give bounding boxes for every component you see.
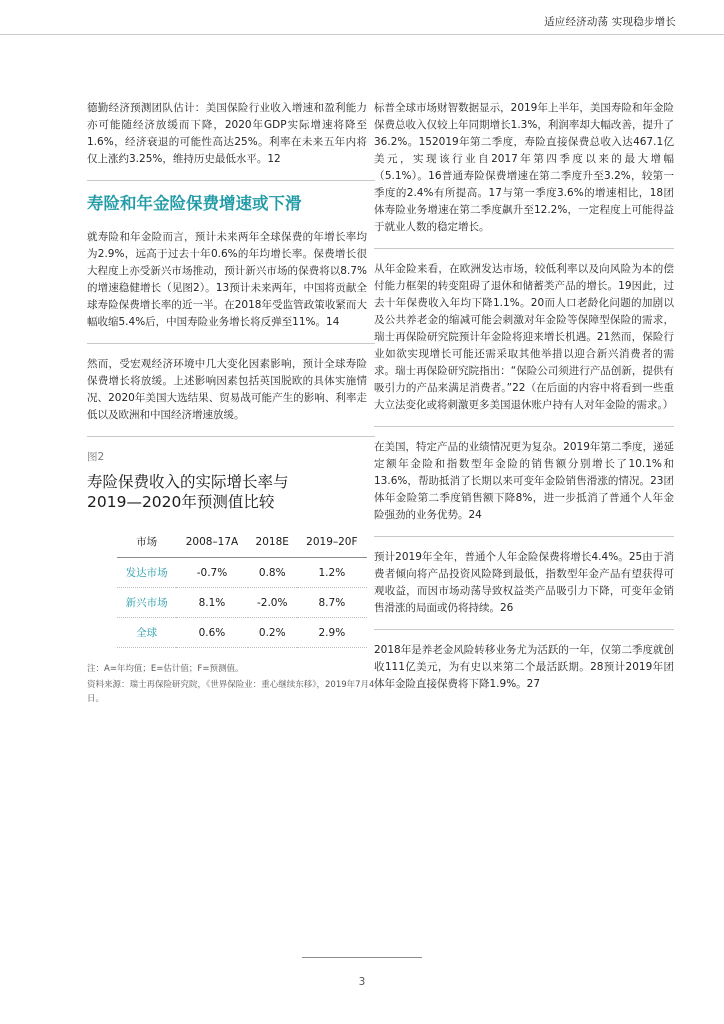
figure-note: 注：A=年均值；E=估计值；F=预测值。 [87,664,244,674]
value-2019-20f: 8.7% [297,588,367,618]
value-2018e: -2.0% [248,588,297,618]
table-header-row [117,526,367,558]
figure-source: 资料来源：瑞士再保险研究院，《世界保险业：重心继续东移》，2019年7月4日。 [87,680,375,704]
paragraph-annuity-europe: 从年金险来看，在欧洲发达市场，较低利率以及向风险为本的偿付能力框架的转变阻碍了退休和储蓄类产品的增长。19因此，过去十年保费收入年均下降1.1%。20而人口老龄化问题的加剧以及公共养老金的缩减可能会刺激对年金险等保障型保险的需求，瑞士再保险研究院预计年金险将迎来增长机遇。21然而，保险行业如欲实现增长可能还需采取其他举措以迎合新兴消费者的需求。瑞士再保险研究院指出：“保险公司须进行产品创新，提供有吸引力的产品来满足消费者。”22（在后面的内容中将看到一些重大立法变化或将刺激更多美国退休账户持有人对年金险的需求。） [374,263,674,411]
paragraph-divider [374,536,674,537]
paragraph-divider [87,343,375,344]
paragraph-divider [374,426,674,427]
table-row [117,558,367,588]
paragraph-slowdown-factors: 然而，受宏观经济环境中几大变化因素影响，预计全球寿险保费增长将放缓。上述影响因素包括英国脱欧的具体实施情况、2020年美国大选结果、贸易战可能产生的影响、利率走低以及欧洲和中国经济增速放缓。 [87,358,367,421]
column-header-2008-17a: 2008–17A [176,526,248,558]
figure-title-line-2: 2019—2020年预测值比较 [87,493,275,511]
market-name: 发达市场 [117,558,176,588]
value-2008-17a: 8.1% [176,588,248,618]
value-2008-17a: 0.6% [176,618,248,648]
right-column [374,100,674,705]
value-2019-20f: 1.2% [297,558,367,588]
column-header-2019-20f: 2019–20F [297,526,367,558]
value-2019-20f: 2.9% [297,618,367,648]
figure-label: 图2 [87,451,105,463]
paragraph-us-products: 在美国，特定产品的业绩情况更为复杂。2019年第二季度，递延定额年金险和指数型年金险的销售额分别增长了10.1%和13.6%，帮助抵消了长期以来可变年金险销售滑涨的情况。23团体年金险第二季度销售额下降8%，进一步抵消了普通个人年金险强劲的业务优势。24 [374,441,674,521]
section-divider [87,180,375,181]
running-header-title: 适应经济动荡 实现稳步增长 [544,16,676,28]
footer-divider [302,957,422,958]
figure-divider [87,436,375,437]
paragraph-divider [374,248,674,249]
value-2018e: 0.2% [248,618,297,648]
column-header-2018e: 2018E [248,526,297,558]
table-row [117,618,367,648]
page-number: 3 [358,976,366,988]
paragraph-premium-growth: 就寿险和年金险而言，预计未来两年全球保费的年增长率均为2.9%，远高于过去十年0.6%的年均增长率。保费增长很大程度上亦受新兴市场推动，预计新兴市场的保费将以8.7%的增速稳健增长（见图2）。13预计未来两年，中国将贡献全球寿险保费增长率的近一半。在2018年受监管政策收紧而大幅收缩5.4%后，中国寿险业务增长将反弹至11%。14 [87,231,367,328]
figure-title-line-1: 寿险保费收入的实际增长率与 [87,473,289,491]
paragraph-divider [374,629,674,630]
paragraph-annuity-forecast: 预计2019年全年，普通个人年金险保费将增长4.4%。25由于消费者倾向将产品投资风险降到最低，指数型年金产品有望获得可观收益，而因市场动荡导致权益类产品吸引力下降，可变年金销售滑涨的局面或仍将持续。26 [374,551,674,614]
table-row [117,588,367,618]
figure-title [87,472,375,512]
left-column [87,100,375,708]
market-name: 全球 [117,618,176,648]
figure-2 [87,449,375,706]
header-divider [0,34,724,35]
value-2018e: 0.8% [248,558,297,588]
value-2008-17a: -0.7% [176,558,248,588]
growth-rate-table [117,526,367,648]
paragraph-us-results: 标普全球市场财智数据显示，2019年上半年，美国寿险和年金险保费总收入仅较上年同期增长1.3%，利润率却大幅改善，提升了36.2%。152019年第二季度，寿险直接保费总收入达467.1亿美元，实现该行业自2017年第四季度以来的最大增幅（5.1%）。16普通寿险保费增速在第二季度升至3.2%，较第一季度的2.4%有所提高。17与第一季度3.6%的增速相比，18团体寿险业务增速在第二季度飙升至12.2%，一定程度上可能得益于就业人数的稳定增长。 [374,102,674,233]
paragraph-economic-forecast: 德勤经济预测团队估计：美国保险行业收入增速和盈利能力亦可能随经济放缓而下降，2020年GDP实际增速将降至1.6%，经济衰退的可能性高达25%。利率在未来五年内将仅上涨约3.25%，维持历史最低水平。12 [87,102,367,165]
column-header-market: 市场 [117,526,176,558]
market-name: 新兴市场 [117,588,176,618]
figure-notes [87,662,375,706]
section-title: 寿险和年金险保费增速或下滑 [87,194,302,213]
paragraph-pension-risk: 2018年是养老金风险转移业务尤为活跃的一年，仅第二季度就创收111亿美元，为有史以来第二个最活跃期。28预计2019年团体年金险直接保费将下降1.9%。27 [374,644,674,690]
